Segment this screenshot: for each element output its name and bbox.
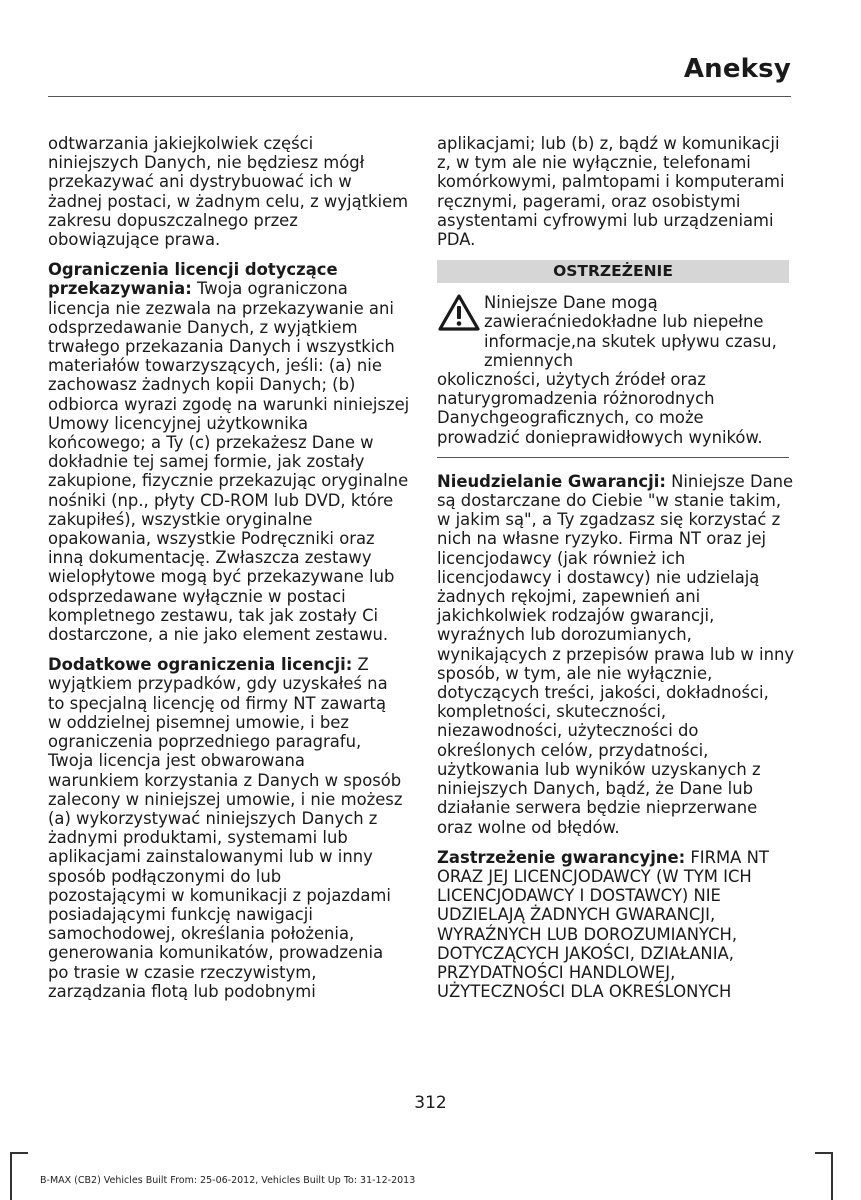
crop-mark xyxy=(831,1152,833,1200)
text-line: UDZIELAJĄ ŻADNYCH GWARANCJI, xyxy=(437,905,716,925)
text-line: wyraźnych lub dorozumianych, xyxy=(437,625,692,645)
text-line: licencjodawcy (jak również ich xyxy=(437,548,686,568)
text-line: generowania komunikatów, prowadzenia xyxy=(48,943,384,963)
text-line: geograficznych, co może prowadzić do xyxy=(437,408,704,447)
text-line: asystentami cyfrowymi lub urządzeniami xyxy=(437,210,774,230)
paragraph-text: Z xyxy=(352,655,369,675)
text-line: użytkowania lub wyników uzyskanych z xyxy=(437,759,761,779)
text-line: działanie serwera będzie nieprzerwane xyxy=(437,798,758,818)
text-line: DOTYCZĄCYCH JAKOŚCI, DZIAŁANIA, xyxy=(437,943,734,963)
text-line: niniejszych Danych, bądź, że Dane lub xyxy=(437,779,754,799)
text-line: samochodowej, określania położenia, xyxy=(48,924,355,944)
left-paragraph-1 xyxy=(48,134,409,250)
text-line: są dostarczane do Ciebie "w stanie takim, xyxy=(437,491,782,511)
section-heading: przekazywania: xyxy=(48,279,192,299)
text-line: okoliczności, użytych źródeł oraz natury xyxy=(437,370,706,409)
text-line: ograniczenia poprzedniego paragrafu, xyxy=(48,732,362,752)
left-paragraph-2 xyxy=(48,260,410,645)
text-line: aplikacjami zainstalowanymi lub w inny xyxy=(48,847,373,867)
crop-mark xyxy=(10,1152,28,1154)
text-line: niedokładne lub niepełne informacje, xyxy=(484,312,764,351)
text-line: inną dokumentację. Zwłaszcza zestawy xyxy=(48,548,372,568)
text-line: sposób, w tym, ale nie wyłącznie, xyxy=(437,663,713,683)
text-line: materiałów towarzyszących, jeśli: (a) nie xyxy=(48,356,382,376)
left-column xyxy=(48,134,410,1012)
warning-divider xyxy=(437,457,789,458)
page-number: 312 xyxy=(414,1093,447,1113)
text-line: dokładnie tej samej formie, jak zostały xyxy=(48,452,365,472)
section-heading: Zastrzeżenie gwarancyjne: xyxy=(437,847,686,867)
page-title: Aneksy xyxy=(683,54,791,84)
right-paragraph-2 xyxy=(437,471,795,837)
text-line: żadnej postaci, w żadnym celu, z wyjątkiem xyxy=(48,191,409,211)
text-line: opakowania, wszystkie Podręczniki oraz xyxy=(48,529,375,549)
text-line: oraz wolne od błędów. xyxy=(437,817,620,837)
text-line: warunkiem korzystania z Danych w sposób xyxy=(48,770,402,790)
text-line: Umowy licencyjnej użytkownika xyxy=(48,413,309,433)
text-line: ręcznymi, pagerami, oraz osobistymi xyxy=(437,191,741,211)
warning-box xyxy=(437,293,789,447)
text-line: jakichkolwiek rodzajów gwarancji, xyxy=(437,606,715,626)
text-line: na skutek upływu czasu, zmiennych xyxy=(484,331,777,370)
text-line: odsprzedawane wyłącznie w postaci xyxy=(48,586,346,606)
section-heading: Nieudzielanie Gwarancji: xyxy=(437,471,666,491)
text-line: ORAZ JEJ LICENCJODAWCY (W TYM ICH xyxy=(437,866,752,886)
text-line: żadnych rękojmi, zapewnień ani xyxy=(437,587,701,607)
text-line: kompletnego zestawu, tak jak zostały Ci xyxy=(48,605,379,625)
right-column xyxy=(437,134,795,1012)
text-line: niezawodności, użyteczności do xyxy=(437,721,699,741)
text-line: aplikacjami; lub (b) z, bądź w komunikacji xyxy=(437,134,780,153)
text-line: zachowasz żadnych kopii Danych; (b) xyxy=(48,375,356,395)
paragraph-text: Twoja ograniczona xyxy=(191,279,348,299)
text-line: zakresu dopuszczalnego przez xyxy=(48,210,298,230)
right-paragraph-1 xyxy=(437,134,789,249)
text-line: WYRAŹNYCH LUB DOROZUMIANYCH, xyxy=(437,924,738,944)
header-divider xyxy=(48,96,791,97)
text-line: Niniejsze Dane mogą zawierać xyxy=(484,293,658,332)
text-line: PRZYDATNOŚCI HANDLOWEJ, xyxy=(437,962,676,982)
left-paragraph-3 xyxy=(48,655,403,1001)
text-line: dotyczących treści, jakości, dokładności, xyxy=(437,683,769,703)
text-line: licencja nie zezwala na przekazywanie ani xyxy=(48,298,394,318)
paragraph-text: FIRMA NT xyxy=(685,847,769,867)
text-line: komórkowymi, palmtopami i komputerami xyxy=(437,172,785,192)
text-line: z, w tym ale nie wyłącznie, telefonami xyxy=(437,153,751,173)
text-line: licencjodawcy i dostawcy) nie udzielają xyxy=(437,567,760,587)
text-line: w oddzielnej pisemnej umowie, i bez xyxy=(48,712,349,732)
text-line: UŻYTECZNOŚCI DLA OKREŚLONYCH xyxy=(437,982,732,1002)
text-line: niniejszych Danych, nie będziesz mógł xyxy=(48,153,365,173)
footer-vehicle-info: B-MAX (CB2) Vehicles Built From: 25-06-2012, Vehicles Built Up To: 31-12-2013 xyxy=(40,1175,416,1186)
text-line: wyjątkiem przypadków, gdy uzyskałeś na xyxy=(48,674,388,694)
text-line: odsprzedawanie Danych, z wyjątkiem xyxy=(48,317,358,337)
text-line: zalecony w niniejszej umowie, i nie możesz xyxy=(48,789,403,809)
text-line: wynikających z przepisów prawa lub w inny xyxy=(437,644,795,664)
text-line: odbiorca wyrazi zgodę na warunki niniejszej xyxy=(48,394,410,414)
text-line: Twoja licencja jest obwarowana xyxy=(48,751,305,771)
text-line: wielopłytowe mogą być przekazywane lub xyxy=(48,567,395,587)
text-line: odtwarzania jakiejkolwiek części xyxy=(48,134,314,153)
right-paragraph-3 xyxy=(437,848,789,1002)
text-line: gromadzenia różnorodnych Danych xyxy=(437,389,715,428)
paragraph-text: Niniejsze Dane xyxy=(665,471,794,491)
crop-mark xyxy=(815,1152,833,1154)
text-line: po trasie w czasie rzeczywistym, xyxy=(48,962,317,982)
text-line: nieprawidłowych wyników. xyxy=(545,427,763,447)
text-line: posiadającymi funkcję nawigacji xyxy=(48,904,313,924)
text-line: pozostającymi w komunikacji z pojazdami xyxy=(48,885,391,905)
warning-triangle-icon xyxy=(437,293,481,333)
text-line: zakupione, fizycznie przekazując oryginalne xyxy=(48,471,409,491)
text-line: żadnymi produktami, systemami lub xyxy=(48,828,348,848)
text-line: zakupiłeś), wszystkie oryginalne xyxy=(48,509,313,529)
text-line: sposób podłączonymi do lub xyxy=(48,866,282,886)
text-line: trwałego przekazania Danych i wszystkich xyxy=(48,337,395,357)
warning-heading: OSTRZEŻENIE xyxy=(437,260,789,283)
text-line: nich na własne ryzyko. Firma NT oraz jej xyxy=(437,529,767,549)
text-line: LICENCJODAWCY I DOSTAWCY) NIE xyxy=(437,886,721,906)
text-line: w jakim są", a Ty zgadzasz się korzystać z xyxy=(437,510,781,530)
text-line: obowiązujące prawa. xyxy=(48,230,221,250)
text-line: (a) wykorzystywać niniejszych Danych z xyxy=(48,808,378,828)
text-line: określonych celów, przydatności, xyxy=(437,740,709,760)
text-line: kompletności, skuteczności, xyxy=(437,702,667,722)
text-line: to specjalną licencję od firmy NT zawartą xyxy=(48,693,387,713)
text-line: końcowego; a Ty (c) przekażesz Dane w xyxy=(48,433,374,453)
section-heading: Ograniczenia licencji dotyczące xyxy=(48,260,338,280)
text-line: PDA. xyxy=(437,230,476,250)
crop-mark xyxy=(10,1152,12,1200)
section-heading: Dodatkowe ograniczenia licencji: xyxy=(48,655,353,675)
text-line: dostarczone, a nie jako element zestawu. xyxy=(48,625,389,645)
text-line: przekazywać ani dystrybuować ich w xyxy=(48,172,352,192)
text-line: zarządzania flotą lub podobnymi xyxy=(48,981,316,1001)
text-line: nośniki (np., płyty CD-ROM lub DVD, które xyxy=(48,490,394,510)
